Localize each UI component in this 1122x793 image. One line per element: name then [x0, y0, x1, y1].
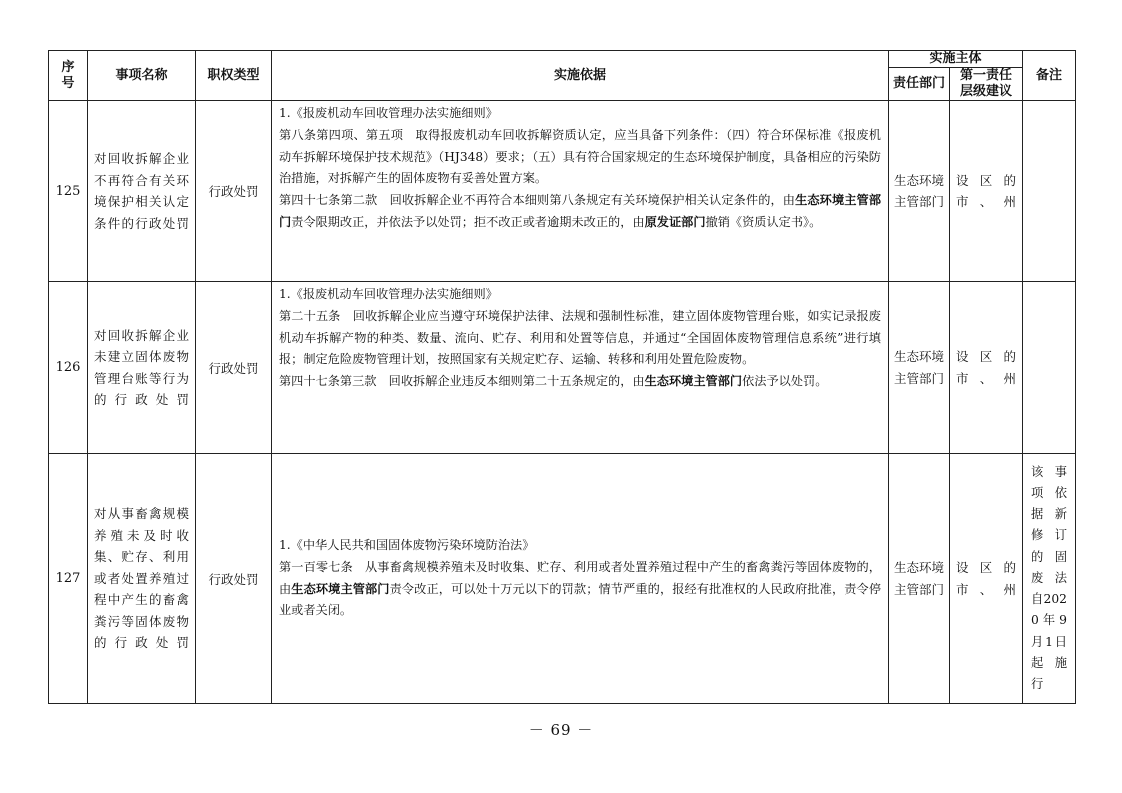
authority-type: 行政处罚	[196, 454, 272, 704]
basis-paragraph: 1.《报废机动车回收管理办法实施细则》	[279, 287, 498, 301]
basis-text: 撤销《资质认定书》。	[705, 214, 822, 229]
row-number: 126	[49, 282, 88, 454]
basis-paragraph	[279, 557, 881, 622]
authority-table	[48, 50, 1076, 704]
remark: 该事项依据新修订的固废法自2020年9月1日起施行	[1023, 454, 1076, 704]
responsible-dept: 生态环境主管部门	[889, 101, 950, 282]
responsible-dept: 生态环境主管部门	[889, 282, 950, 454]
item-name: 对回收拆解企业未建立固体废物管理台账等行为的行政处罚	[88, 282, 196, 454]
basis-bold-text: 生态环境主管部门	[644, 374, 743, 389]
basis-paragraph	[279, 190, 881, 234]
remark	[1023, 282, 1076, 454]
item-name: 对从事畜禽规模养殖未及时收集、贮存、利用或者处置养殖过程中产生的畜禽粪污等固体废物的行政处罚	[88, 454, 196, 704]
remark	[1023, 101, 1076, 282]
item-name: 对回收拆解企业不再符合有关环境保护相关认定条件的行政处罚	[88, 101, 196, 282]
basis-text: 第四十七条第二款 回收拆解企业不再符合本细则第八条规定有关环境保护相关认定条件的，由	[279, 193, 796, 208]
row-number: 127	[49, 454, 88, 704]
header-dept: 责任部门	[889, 68, 950, 101]
header-note: 备注	[1023, 51, 1076, 101]
basis-paragraph: 1.《报废机动车回收管理办法实施细则》	[279, 106, 498, 120]
header-type: 职权类型	[196, 51, 272, 101]
basis-text: 责令改正，可以处十万元以下的罚款；情节严重的，报经有批准权的人民政府批准，责令停业或者关闭。	[279, 581, 882, 618]
table-row	[49, 282, 1076, 454]
authority-type: 行政处罚	[196, 101, 272, 282]
header-basis: 实施依据	[272, 51, 889, 101]
header-name: 事项名称	[88, 51, 196, 101]
basis-paragraph: 第二十五条 回收拆解企业应当遵守环境保护法律、法规和强制性标准，建立固体废物管理台账，如实记录报废机动车拆解产物的种类、数量、流向、贮存、利用和处置等信息，并通过“全国固体废物管理信息系统”进行填报；制定危险废物管理计划，按照国家有关规定贮存、运输、转移和利用处置危险废物。	[279, 308, 881, 367]
responsibility-level: 设区的市、州	[950, 454, 1023, 704]
legal-basis	[272, 282, 889, 454]
header-seq: 序号	[49, 51, 88, 101]
table-row	[49, 101, 1076, 282]
basis-text: 依法予以处罚。	[742, 374, 828, 389]
header-subject: 实施主体	[889, 51, 1023, 68]
basis-bold-text: 原发证部门	[644, 214, 706, 229]
authority-type: 行政处罚	[196, 282, 272, 454]
basis-text: 第一百零七条 从事畜禽规模养殖未及时收集、贮存、利用或者处置养殖过程中产生的畜禽粪污等固体废物的，由	[279, 559, 881, 596]
page-number: － 69 －	[528, 721, 594, 739]
basis-paragraph	[279, 371, 881, 393]
basis-text: 责令限期改正，并依法予以处罚；拒不改正或者逾期未改正的，由	[291, 214, 645, 229]
legal-basis	[272, 101, 889, 282]
legal-basis	[272, 454, 889, 704]
responsibility-level: 设区的市、州	[950, 282, 1023, 454]
basis-text: 第四十七条第三款 回收拆解企业违反本细则第二十五条规定的，由	[279, 374, 645, 389]
responsible-dept: 生态环境主管部门	[889, 454, 950, 704]
row-number: 125	[49, 101, 88, 282]
responsibility-level: 设区的市、州	[950, 101, 1023, 282]
basis-paragraph: 第八条第四项、第五项 取得报废机动车回收拆解资质认定，应当具备下列条件：（四）符合环保标准《报废机动车拆解环境保护技术规范》（HJ348）要求；（五）具有符合国家规定的生态环境保护制度，具备相应的污染防治措施，对拆解产生的固体废物有妥善处置方案。	[279, 127, 881, 186]
basis-bold-text: 生态环境主管部门	[279, 193, 882, 229]
basis-bold-text: 生态环境主管部门	[291, 581, 390, 596]
header-level: 第一责任层级建议	[950, 68, 1023, 101]
table-row	[49, 454, 1076, 704]
basis-paragraph: 1.《中华人民共和国固体废物污染环境防治法》	[279, 537, 535, 552]
